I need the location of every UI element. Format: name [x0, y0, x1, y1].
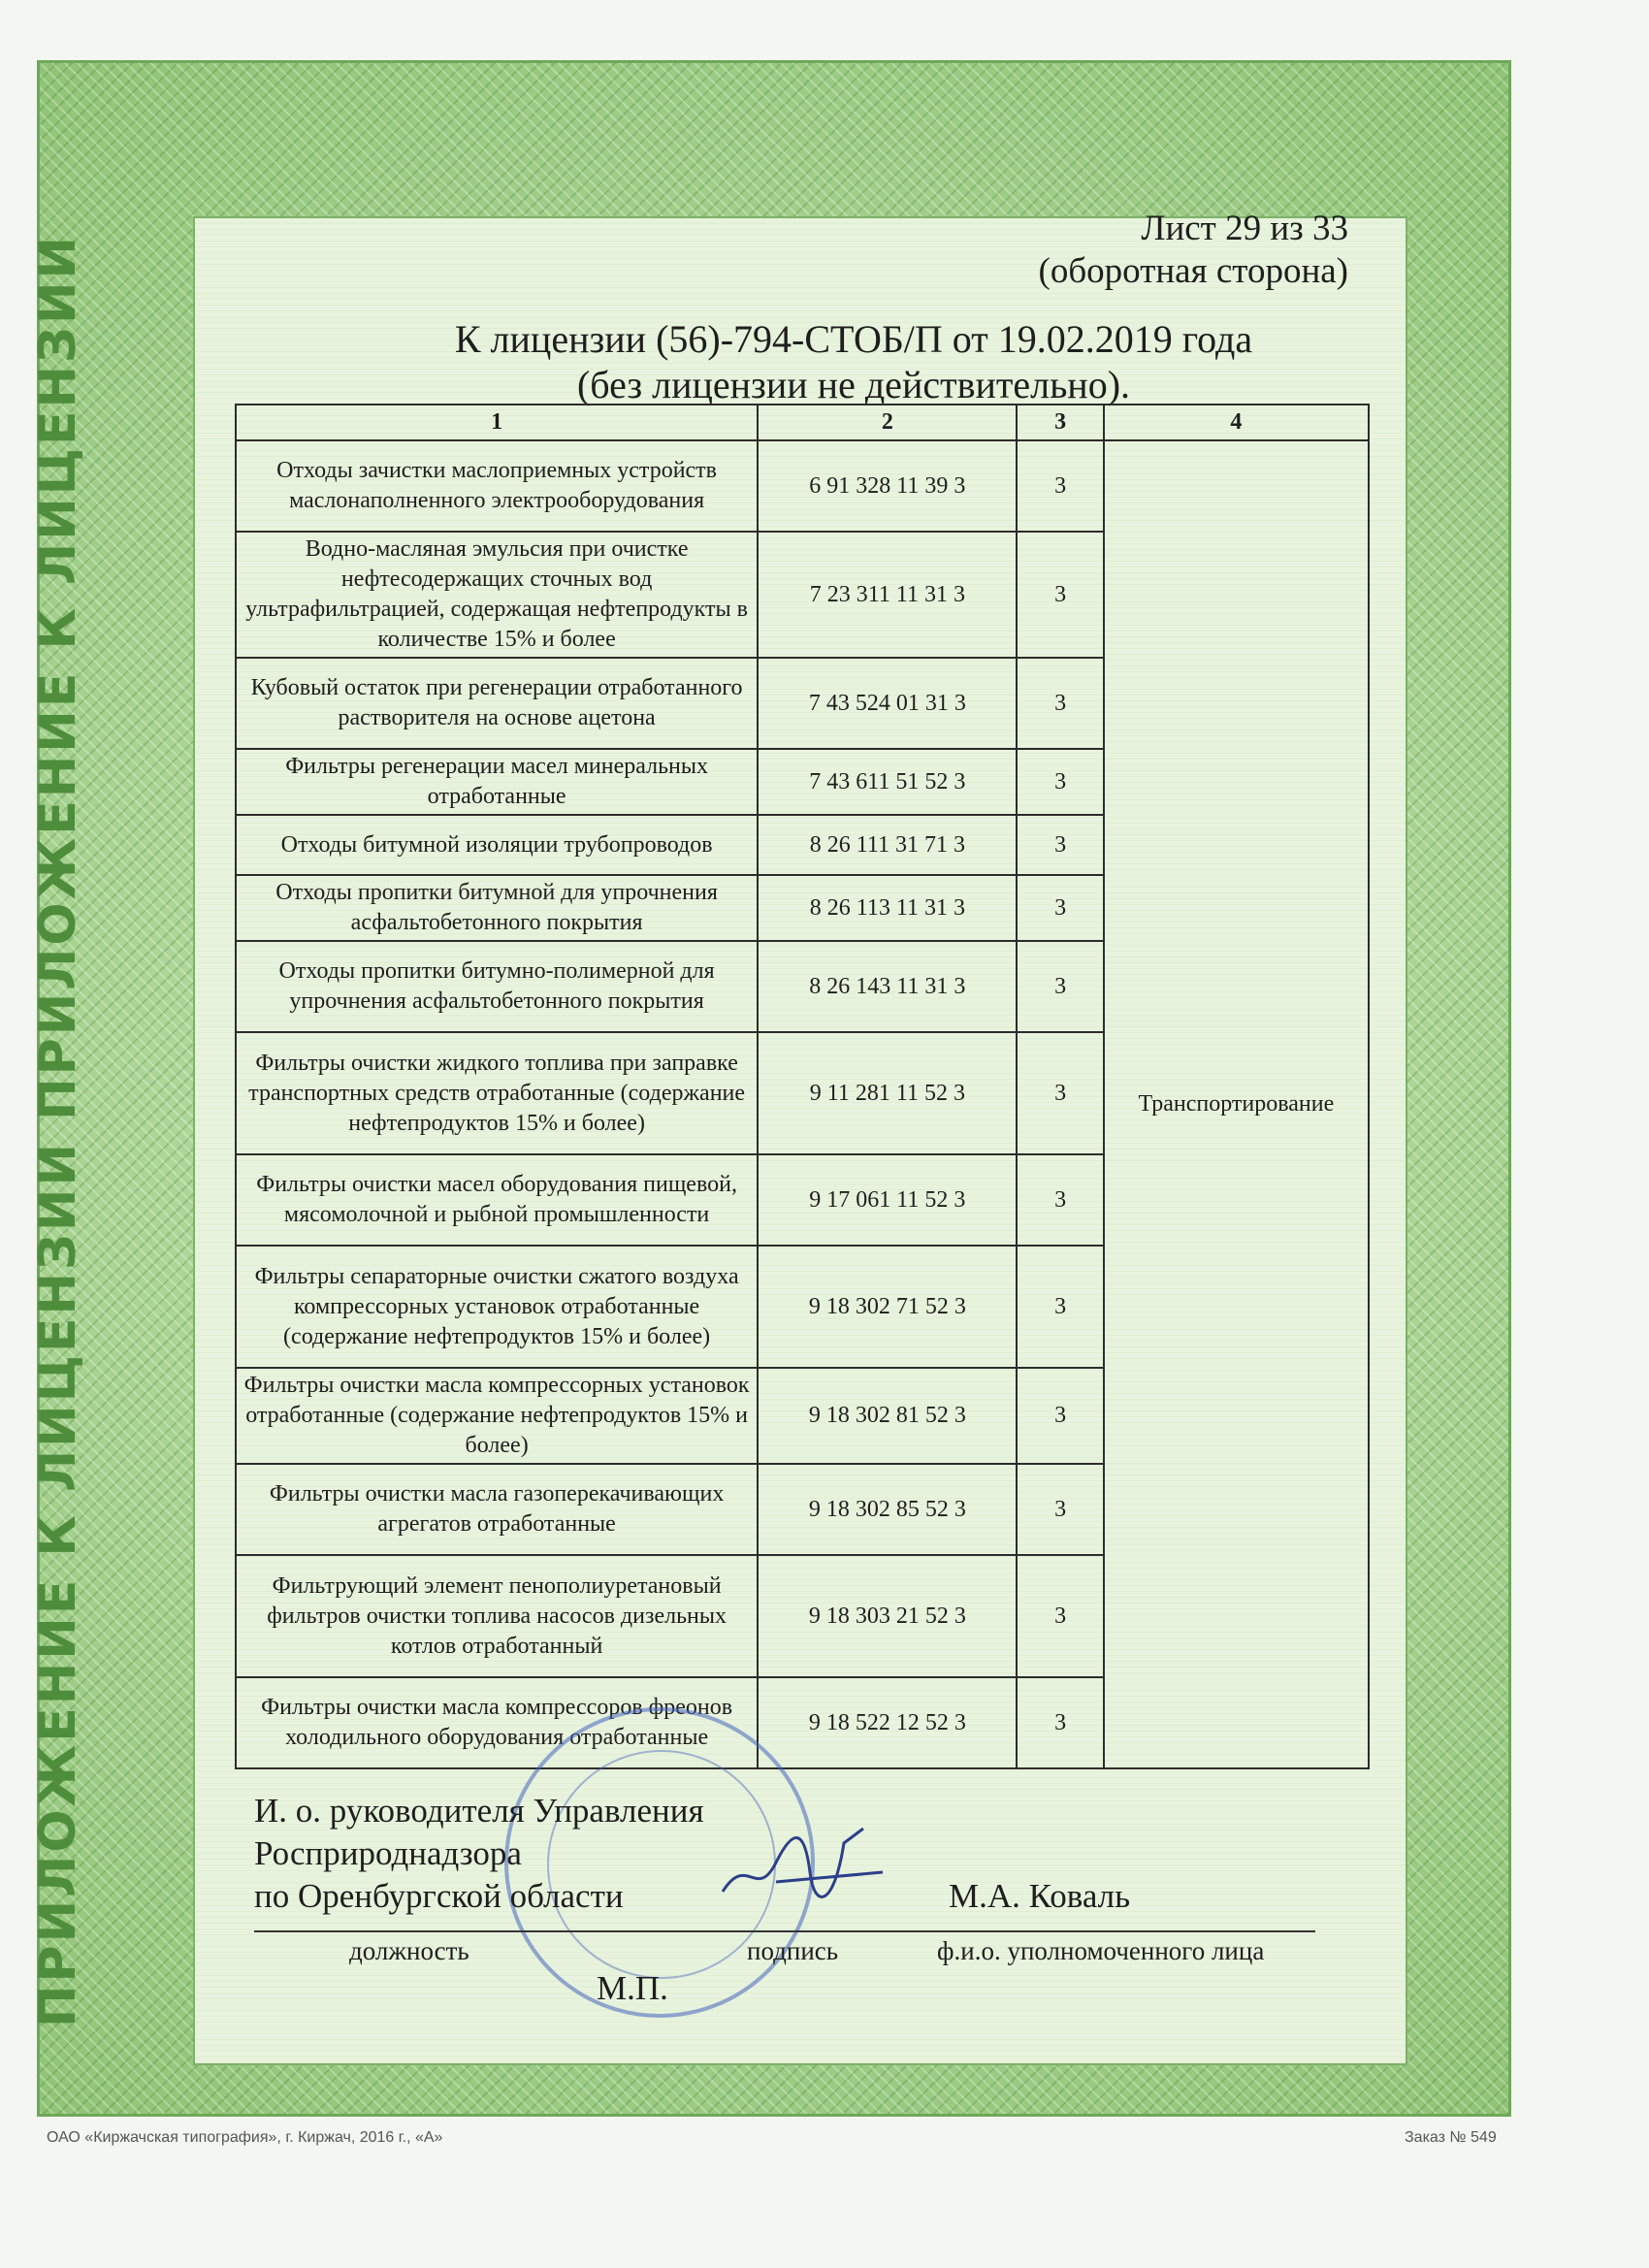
column-header: 3	[1017, 405, 1103, 440]
waste-code: 9 11 281 11 52 3	[758, 1032, 1017, 1154]
waste-code: 7 43 524 01 31 3	[758, 658, 1017, 749]
activity-type: Транспортирование	[1104, 440, 1369, 1768]
hazard-class: 3	[1017, 1154, 1103, 1246]
caption-signature: подпись	[747, 1936, 839, 1965]
signatory-position-line1: И. о. руководителя Управления	[254, 1792, 704, 1830]
table-header-row	[236, 405, 1369, 440]
hazard-class: 3	[1017, 658, 1103, 749]
hazard-class: 3	[1017, 440, 1103, 532]
waste-code: 9 18 302 81 52 3	[758, 1368, 1017, 1464]
signatory-name: М.А. Коваль	[949, 1877, 1131, 1915]
caption-position: должность	[349, 1936, 469, 1965]
license-reference: К лицензии (56)-794-СТОБ/П от 19.02.2019 года	[454, 317, 1253, 361]
waste-name: Отходы битумной изоляции трубопроводов	[236, 815, 758, 875]
waste-name: Водно-масляная эмульсия при очистке нефтесодержащих сточных вод ультрафильтрацией, содержащая нефтепродукты в количестве 15% и более	[236, 532, 758, 658]
hazard-class: 3	[1017, 1246, 1103, 1368]
waste-code: 9 18 302 85 52 3	[758, 1464, 1017, 1555]
waste-code: 9 18 302 71 52 3	[758, 1246, 1017, 1368]
waste-name: Кубовый остаток при регенерации отработанного растворителя на основе ацетона	[236, 658, 758, 749]
waste-name: Фильтры очистки масла газоперекачивающих агрегатов отработанные	[236, 1464, 758, 1555]
waste-code: 6 91 328 11 39 3	[758, 440, 1017, 532]
sheet-side-line: (оборотная сторона)	[1038, 251, 1348, 291]
hazard-class: 3	[1017, 1032, 1103, 1154]
hazard-class: 3	[1017, 749, 1103, 815]
order-number: Заказ № 549	[1405, 2129, 1497, 2146]
hazard-class: 3	[1017, 815, 1103, 875]
waste-name: Фильтры очистки жидкого топлива при заправке транспортных средств отработанные (содержание нефтепродуктов 15% и более)	[236, 1032, 758, 1154]
waste-code: 7 23 311 11 31 3	[758, 532, 1017, 658]
waste-name: Фильтры очистки масла компрессорных установок отработанные (содержание нефтепродуктов 15% и более)	[236, 1368, 758, 1464]
hazard-class: 3	[1017, 1677, 1103, 1768]
waste-code: 8 26 111 31 71 3	[758, 815, 1017, 875]
waste-code: 8 26 113 11 31 3	[758, 875, 1017, 941]
waste-name: Фильтры очистки масел оборудования пищевой, мясомолочной и рыбной промышленности	[236, 1154, 758, 1246]
waste-code: 9 17 061 11 52 3	[758, 1154, 1017, 1246]
waste-code: 8 26 143 11 31 3	[758, 941, 1017, 1032]
hazard-class: 3	[1017, 1368, 1103, 1464]
waste-name: Отходы пропитки битумной для упрочнения асфальтобетонного покрытия	[236, 875, 758, 941]
column-header: 4	[1104, 405, 1369, 440]
validity-note: (без лицензии не действительно).	[576, 363, 1131, 406]
waste-name: Отходы зачистки маслоприемных устройств маслонаполненного электрооборудования	[236, 440, 758, 532]
printer-info: ОАО «Киржачская типография», г. Киржач, 2016 г., «А»	[47, 2129, 443, 2146]
waste-table	[235, 404, 1370, 1769]
waste-code: 7 43 611 51 52 3	[758, 749, 1017, 815]
side-watermark-text: ПРИЛОЖЕНИЕ К ЛИЦЕНЗИИ ПРИЛОЖЕНИЕ К ЛИЦЕНЗИИ	[29, 233, 87, 2027]
document-title	[369, 316, 1339, 407]
hazard-class: 3	[1017, 941, 1103, 1032]
signatory-position-line3: по Оренбургской области	[254, 1877, 624, 1915]
waste-name: Фильтры сепараторные очистки сжатого воздуха компрессорных установок отработанные (содержание нефтепродуктов 15% и более)	[236, 1246, 758, 1368]
waste-code: 9 18 522 12 52 3	[758, 1677, 1017, 1768]
signature-line	[254, 1930, 1315, 1932]
table-row	[236, 440, 1369, 532]
waste-name: Отходы пропитки битумно-полимерной для упрочнения асфальтобетонного покрытия	[236, 941, 758, 1032]
hazard-class: 3	[1017, 1555, 1103, 1677]
caption-name: ф.и.о. уполномоченного лица	[937, 1936, 1265, 1965]
waste-code: 9 18 303 21 52 3	[758, 1555, 1017, 1677]
signatory-position-line2: Росприроднадзора	[254, 1834, 522, 1872]
waste-name: Фильтрующий элемент пенополиуретановый фильтров очистки топлива насосов дизельных котлов отработанный	[236, 1555, 758, 1677]
column-header: 2	[758, 405, 1017, 440]
sheet-number	[1039, 208, 1348, 293]
column-header: 1	[236, 405, 758, 440]
hazard-class: 3	[1017, 532, 1103, 658]
hazard-class: 3	[1017, 1464, 1103, 1555]
handwritten-signature	[718, 1814, 892, 1921]
hazard-class: 3	[1017, 875, 1103, 941]
waste-name: Фильтры очистки масла компрессоров фреонов холодильного оборудования отработанные	[236, 1677, 758, 1768]
waste-name: Фильтры регенерации масел минеральных отработанные	[236, 749, 758, 815]
seal-place-label: М.П.	[597, 1969, 668, 2007]
sheet-number-line: Лист 29 из 33	[1141, 209, 1348, 248]
